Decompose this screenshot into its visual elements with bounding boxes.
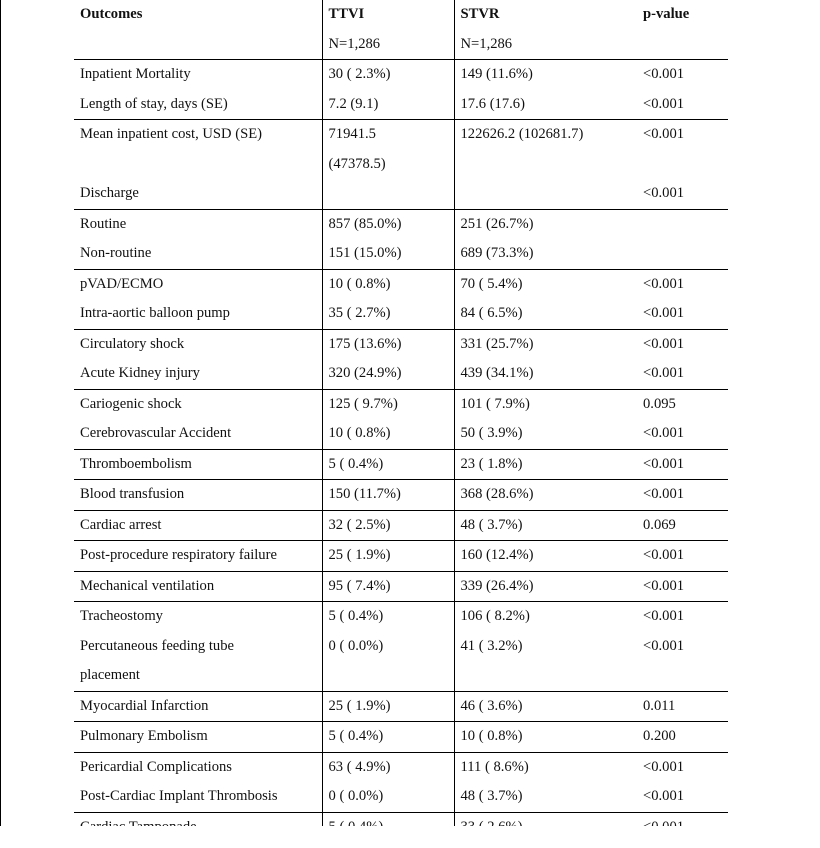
table-cell: <0.001 (643, 305, 685, 321)
table-cell: Intra-aortic balloon pump (80, 305, 230, 321)
table-cell: 25 ( 1.9%) (322, 691, 454, 722)
table-cell: 106 ( 8.2%) (454, 602, 637, 632)
table-cell: 368 (28.6%) (454, 480, 637, 511)
table-cell: Post-Cardiac Implant Thrombosis (80, 788, 278, 804)
table-row (74, 661, 728, 691)
table-cell: 251 (26.7%) (454, 209, 637, 239)
table-cell (637, 150, 728, 180)
table-row (74, 632, 728, 662)
table-cell (74, 30, 322, 60)
table-row (74, 150, 728, 180)
table-cell: 101 ( 7.9%) (454, 389, 637, 419)
table-cell: 122626.2 (102681.7) (454, 120, 637, 150)
table-cell: 5 ( 0.4%) (322, 449, 454, 480)
table-cell: 0.200 (637, 722, 728, 753)
table-row (74, 571, 728, 602)
table-cell: 10 ( 0.8%) (454, 722, 637, 753)
table-cell: 0.095 (637, 389, 728, 419)
table-cell: 175 (13.6%) (322, 329, 454, 359)
left-edge-line (0, 0, 1, 826)
table-row (74, 419, 728, 449)
table-cell: 41 ( 3.2%) (454, 632, 637, 662)
table-cell: Outcomes (80, 6, 143, 22)
table-header-row (74, 0, 728, 30)
table-cell: (47378.5) (322, 150, 454, 180)
table-cell: pVAD/ECMO (74, 269, 322, 299)
table-cell: 84 ( 6.5%) (454, 299, 637, 329)
table-row (74, 691, 728, 722)
table-cell (454, 179, 637, 209)
table-row (74, 329, 728, 359)
table-cell: Mean inpatient cost, USD (SE) (74, 120, 322, 150)
table-cell: 30 ( 2.3%) (322, 60, 454, 90)
table-row (74, 541, 728, 572)
table-cell (322, 179, 454, 209)
table-cell: 0 ( 0.0%) (322, 632, 454, 662)
table-cell (454, 150, 637, 180)
table-cell: 0.011 (637, 691, 728, 722)
table-cell: placement (80, 667, 140, 683)
table-cell: 151 (15.0%) (322, 239, 454, 269)
table-cell: <0.001 (637, 541, 728, 572)
table-cell: 23 ( 1.8%) (454, 449, 637, 480)
table-cell: 160 (12.4%) (454, 541, 637, 572)
page-bottom (0, 826, 820, 848)
table-cell: <0.001 (637, 602, 728, 632)
table-n-row (74, 30, 728, 60)
table-cell: 5 ( 0.4%) (322, 722, 454, 753)
table-cell: N=1,286 (322, 30, 454, 60)
table-cell: <0.001 (637, 329, 728, 359)
table-cell: TTVI (322, 0, 454, 30)
table-cell: 25 ( 1.9%) (322, 541, 454, 572)
table-row (74, 602, 728, 632)
table-cell: <0.001 (637, 120, 728, 150)
table-cell (322, 661, 454, 691)
table-cell: 111 ( 8.6%) (454, 752, 637, 782)
table-cell: <0.001 (643, 425, 685, 441)
table-cell (454, 661, 637, 691)
table-row (74, 449, 728, 480)
table-cell: 857 (85.0%) (322, 209, 454, 239)
table-cell: 150 (11.7%) (322, 480, 454, 511)
table-cell: Cariogenic shock (74, 389, 322, 419)
table-cell: 7.2 (9.1) (322, 90, 454, 120)
table-cell: 17.6 (17.6) (454, 90, 637, 120)
table-cell: 5 ( 0.4%) (322, 602, 454, 632)
table-cell: 95 ( 7.4%) (322, 571, 454, 602)
table-cell: 439 (34.1%) (454, 359, 637, 389)
table-cell: 331 (25.7%) (454, 329, 637, 359)
table-row (74, 722, 728, 753)
table-cell: Cerebrovascular Accident (80, 425, 232, 441)
table-cell: Tracheostomy (74, 602, 322, 632)
table-cell: <0.001 (637, 60, 728, 90)
table-cell: Acute Kidney injury (80, 365, 200, 381)
table-cell: 0.069 (637, 510, 728, 541)
table-row (74, 510, 728, 541)
table-row (74, 239, 728, 269)
table-cell: <0.001 (637, 752, 728, 782)
table-cell: Mechanical ventilation (74, 571, 322, 602)
table-cell: Discharge (80, 185, 139, 201)
table-cell: 71941.5 (322, 120, 454, 150)
table-cell: Circulatory shock (74, 329, 322, 359)
table-cell: 0 ( 0.0%) (322, 782, 454, 812)
table-cell: Length of stay, days (SE) (80, 95, 228, 112)
table-cell: 48 ( 3.7%) (454, 510, 637, 541)
table-cell (74, 150, 322, 180)
table-cell: Thromboembolism (74, 449, 322, 480)
table-cell: Cardiac arrest (74, 510, 322, 541)
table-cell: Non-routine (80, 245, 152, 261)
table-row (74, 782, 728, 812)
table-cell (637, 239, 728, 269)
table-cell: <0.001 (643, 185, 685, 201)
table-cell: <0.001 (637, 480, 728, 511)
table-cell: Inpatient Mortality (74, 60, 322, 90)
table-cell: 48 ( 3.7%) (454, 782, 637, 812)
table-cell: 46 ( 3.6%) (454, 691, 637, 722)
table-cell: <0.001 (643, 365, 685, 381)
table-cell: <0.001 (637, 571, 728, 602)
table-cell: 50 ( 3.9%) (454, 419, 637, 449)
table-cell: <0.001 (643, 95, 685, 112)
table-cell: STVR (454, 0, 637, 30)
table-cell: 320 (24.9%) (322, 359, 454, 389)
table-cell: Myocardial Infarction (74, 691, 322, 722)
table-row (74, 179, 728, 209)
table-cell: p-value (643, 6, 690, 22)
table-cell: 10 ( 0.8%) (322, 269, 454, 299)
table-row (74, 359, 728, 389)
table-cell (637, 661, 728, 691)
table-cell: Routine (74, 209, 322, 239)
table-cell: Pericardial Complications (74, 752, 322, 782)
table-cell: 339 (26.4%) (454, 571, 637, 602)
table-cell: Percutaneous feeding tube (80, 637, 234, 654)
table-cell (637, 209, 728, 239)
table-cell: 149 (11.6%) (454, 60, 637, 90)
table-cell: 32 ( 2.5%) (322, 510, 454, 541)
table-row (74, 90, 728, 120)
table-cell: 689 (73.3%) (454, 239, 637, 269)
table-cell: <0.001 (643, 637, 685, 654)
table-cell (637, 30, 728, 60)
table-row (74, 269, 728, 299)
table-row (74, 389, 728, 419)
outcomes-table (74, 0, 728, 842)
table-row (74, 299, 728, 329)
table-row (74, 480, 728, 511)
table-cell: 10 ( 0.8%) (322, 419, 454, 449)
table-cell: Blood transfusion (74, 480, 322, 511)
table-cell: <0.001 (643, 788, 685, 804)
table-row (74, 120, 728, 150)
table-cell: <0.001 (637, 269, 728, 299)
table-cell: 125 ( 9.7%) (322, 389, 454, 419)
table-cell: 63 ( 4.9%) (322, 752, 454, 782)
table-row (74, 60, 728, 90)
table-cell: Post-procedure respiratory failure (74, 541, 322, 572)
table-cell: Pulmonary Embolism (74, 722, 322, 753)
table-cell: N=1,286 (454, 30, 637, 60)
table-row (74, 752, 728, 782)
table-row (74, 209, 728, 239)
table-cell: <0.001 (637, 449, 728, 480)
table-cell: 70 ( 5.4%) (454, 269, 637, 299)
table-cell: 35 ( 2.7%) (322, 299, 454, 329)
